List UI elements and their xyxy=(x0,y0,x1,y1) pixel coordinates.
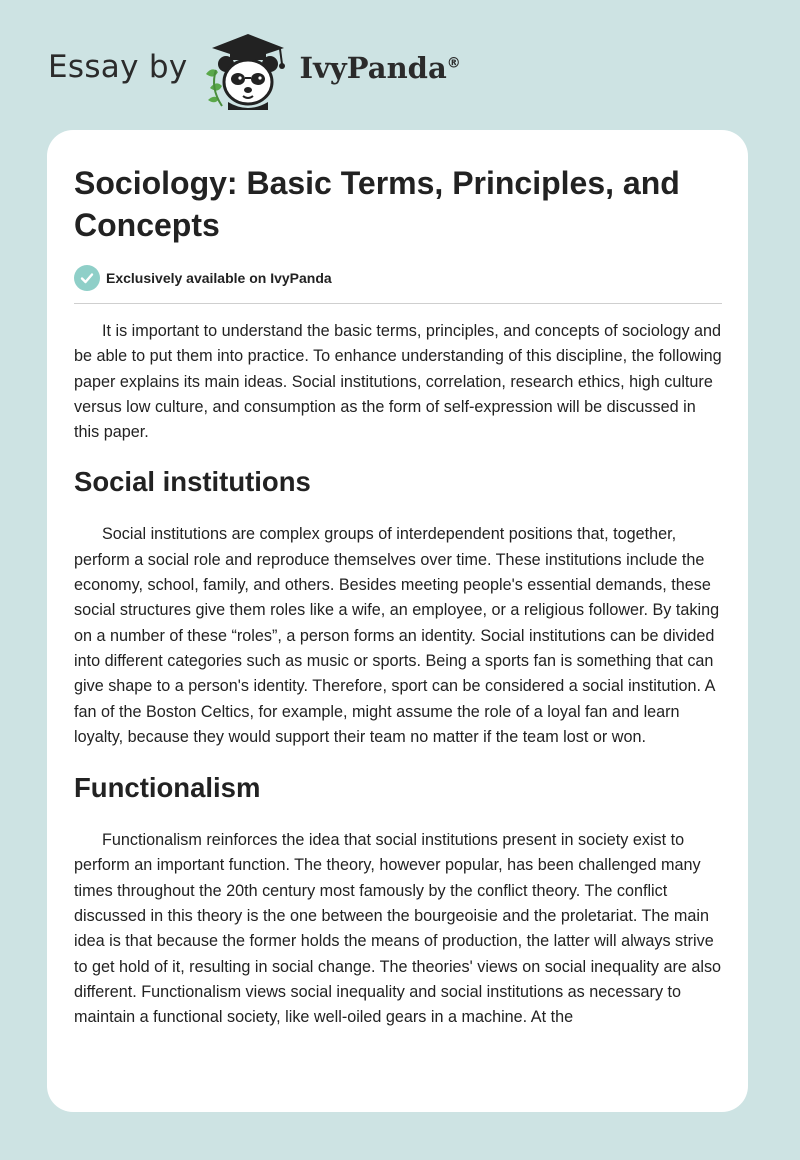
article-card xyxy=(47,130,748,1112)
panda-graduate-icon[interactable] xyxy=(200,30,296,110)
check-icon xyxy=(74,265,100,291)
section-heading-social-institutions: Social institutions xyxy=(74,466,311,498)
intro-paragraph: It is important to understand the basic terms, principles, and concepts of sociology and be able to put them into practice. To enhance understanding of this discipline, the following paper explains its main ideas. Social institutions, correlation, research ethics, high culture versus low culture, and consumption as the form of self-expression will be discussed in this paper. xyxy=(74,322,722,442)
article-title: Sociology: Basic Terms, Principles, and Concepts xyxy=(74,165,680,243)
section-heading-functionalism: Functionalism xyxy=(74,772,261,804)
article-content xyxy=(74,162,724,1031)
brand-name[interactable]: IvyPanda® xyxy=(299,51,461,85)
registered-mark: ® xyxy=(446,55,461,72)
essay-by-label: Essay by xyxy=(48,49,188,85)
section-paragraph-functionalism: Functionalism reinforces the idea that social institutions present in society exist to perform an important function. The theory, however popular, has been challenged many times throughout the 20th century most famously by the conflict theory. The conflict discussed in this theory is the one between the bourgeoisie and the proletariat. The main idea is that because the former holds the means of production, the latter will always strive to get hold of it, resulting in social change. The theories' views on social inequality are also different. Functionalism views social inequality and social institutions as necessary to maintain a functional society, like well-oiled gears in a machine. At the xyxy=(74,831,722,1027)
exclusive-badge xyxy=(74,264,724,292)
site-header xyxy=(48,30,461,110)
divider xyxy=(74,303,722,304)
exclusive-badge-text: Exclusively available on IvyPanda xyxy=(106,270,332,286)
section-paragraph-social-institutions: Social institutions are complex groups of interdependent positions that, together, perform a social role and reproduce themselves over time. These institutions include the economy, school, family, and others. Besides meeting people's essential demands, these social structures give them roles like a wife, an employee, or a religious follower. By taking on a number of these “roles”, a person forms an identity. Social institutions can be divided into different categories such as music or sports. Being a sports fan is something that can give shape to a person's identity. Therefore, sport can be considered a social institution. A fan of the Boston Celtics, for example, might assume the role of a loyal fan and learn loyalty, because they would support their team no matter if the team lost or won. xyxy=(74,525,720,746)
